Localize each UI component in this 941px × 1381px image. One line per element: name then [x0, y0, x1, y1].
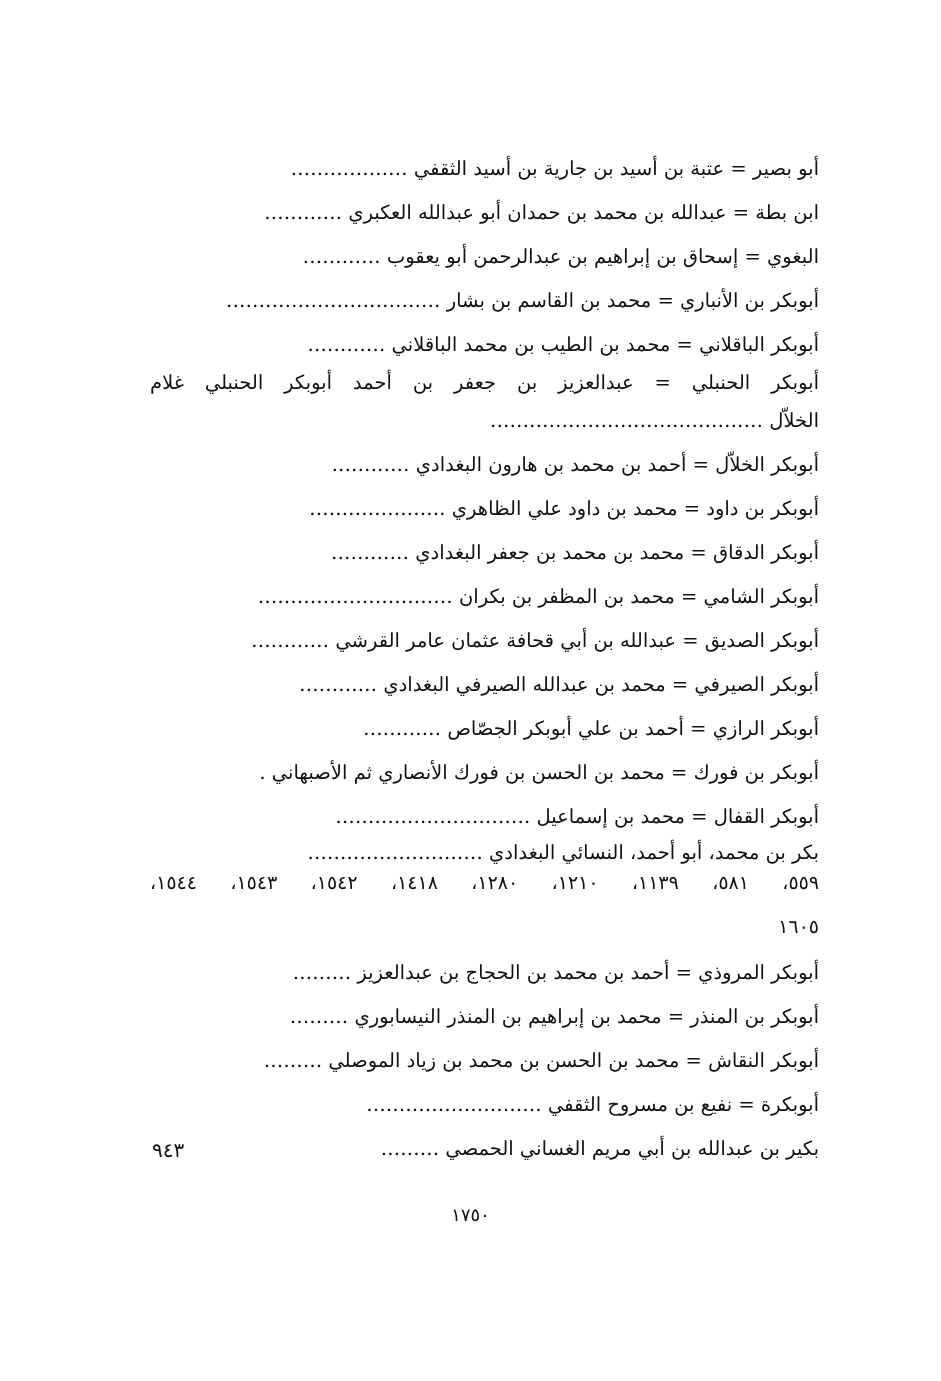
entry-text: أبوبكر المروذي = أحمد بن محمد بن الحجاج بن عبدالعزيز — [357, 961, 819, 984]
leader-dots: ………… — [331, 541, 410, 564]
leader-dots: ………… — [331, 453, 410, 476]
entry-text: أبوبكر الصيرفي = محمد بن عبدالله الصيرفي البغدادي — [383, 673, 819, 696]
entry-text: أبوبكر القفال = محمد بن إسماعيل — [536, 805, 819, 828]
index-entry — [250, 404, 819, 438]
entry-text: أبوبكر الصديق = عبدالله بن أبي قحافة عثمان عامر القرشي — [335, 629, 819, 652]
leader-dots: ………… — [363, 717, 442, 740]
index-entry — [250, 536, 819, 570]
index-entry — [148, 284, 819, 318]
leader-dots: ……………………… — [366, 1093, 542, 1116]
entry-text: ابن بطة = عبدالله بن محمد بن حمدان أبو عبدالله العكبري — [348, 201, 819, 224]
entry-text: أبوبكر الدقاق = محمد بن محمد بن جعفر البغدادي — [415, 541, 819, 564]
leader-dots: . — [259, 761, 266, 784]
index-entry — [250, 1132, 819, 1166]
index-entry — [250, 152, 819, 186]
index-entry — [250, 956, 819, 990]
entry-text: البغوي = إسحاق بن إبراهيم بن عبدالرحمن أبو يعقوب — [386, 245, 819, 268]
leader-dots: ……… — [380, 1137, 440, 1160]
entry-text: أبوبكر بن الأنباري = محمد بن القاسم بن بشار — [446, 289, 819, 312]
entry-text: أبوبكر الخلاّل = أحمد بن محمد بن هارون البغدادي — [415, 453, 819, 476]
leader-dots: ……… — [292, 961, 352, 984]
entry-text: بكير بن عبدالله بن أبي مريم الغساني الحمصي — [445, 1137, 819, 1160]
index-entry — [250, 624, 819, 658]
entry-text: أبوبكر بن المنذر = محمد بن إبراهيم بن المنذر النيسابوري — [354, 1005, 819, 1028]
page-references-continued: ١٦٠٥ — [778, 916, 819, 938]
index-entry — [148, 580, 819, 614]
index-entry — [250, 1044, 819, 1078]
entry-text: أبوبكر بن داود = محمد بن داود علي الظاهري — [451, 497, 819, 520]
entry-text: أبوبكر الباقلاني = محمد بن الطيب بن محمد الباقلاني — [391, 333, 819, 356]
entry-text: أبوبكر النقاش = محمد بن الحسن بن محمد بن زياد الموصلي — [328, 1049, 819, 1072]
index-entry-line — [150, 366, 819, 400]
index-entry — [250, 448, 819, 482]
index-entry — [250, 756, 819, 790]
index-entry — [250, 492, 819, 526]
leader-dots: ……………… — [290, 157, 408, 180]
leader-dots: ……………………… — [307, 841, 483, 864]
leader-dots: ……… — [289, 1005, 349, 1028]
entry-text: أبوبكر الحنبلي = عبدالعزيز بن جعفر بن أحمد أبوبكر الحنبلي غلام — [150, 371, 819, 394]
leader-dots: ………… — [302, 245, 381, 268]
index-entry — [250, 328, 819, 362]
leader-dots: …………………………………… — [490, 409, 764, 432]
index-entry — [250, 240, 819, 274]
page-references: ٥٥٩، ٥٨١، ١١٣٩، ١٢١٠، ١٢٨٠، ١٤١٨، ١٥٤٢، ١٥٤٣، ١٥٤٤، — [150, 872, 820, 894]
index-entry — [250, 668, 819, 702]
index-entry — [250, 1088, 819, 1122]
entry-text: أبو بصير = عتبة بن أسيد بن جارية بن أسيد الثقفي — [413, 157, 819, 180]
entry-text: أبوبكر بن فورك = محمد بن الحسن بن فورك الأنصاري ثم الأصبهاني — [271, 761, 819, 784]
leader-dots: ……… — [263, 1049, 323, 1072]
leader-dots: ………………………… — [257, 585, 453, 608]
index-entry — [148, 836, 819, 870]
entry-text: أبوبكر الشامي = محمد بن المظفر بن بكران — [458, 585, 819, 608]
leader-dots: ………………… — [309, 497, 446, 520]
leader-dots: ………… — [251, 629, 330, 652]
page-number: ١٧٥٠ — [451, 1205, 490, 1226]
entry-text: أبوبكر الرازي = أحمد بن علي أبوبكر الجصّاص — [447, 717, 819, 740]
leader-dots: ………………………… — [335, 805, 531, 828]
margin-page-reference: ٩٤٣ — [152, 1138, 185, 1162]
entry-text-continued: الخلاّل — [769, 409, 819, 432]
index-entry — [250, 712, 819, 746]
leader-dots: ………… — [299, 673, 378, 696]
index-entry — [250, 1000, 819, 1034]
entry-text: أبوبكرة = نفيع بن مسروح الثقفي — [547, 1093, 819, 1116]
entry-text: بكر بن محمد، أبو أحمد، النسائي البغدادي — [489, 841, 819, 864]
leader-dots: …………………………… — [226, 289, 441, 312]
index-entry — [250, 800, 819, 834]
leader-dots: ………… — [307, 333, 386, 356]
index-entry — [250, 196, 819, 230]
leader-dots: ………… — [264, 201, 343, 224]
